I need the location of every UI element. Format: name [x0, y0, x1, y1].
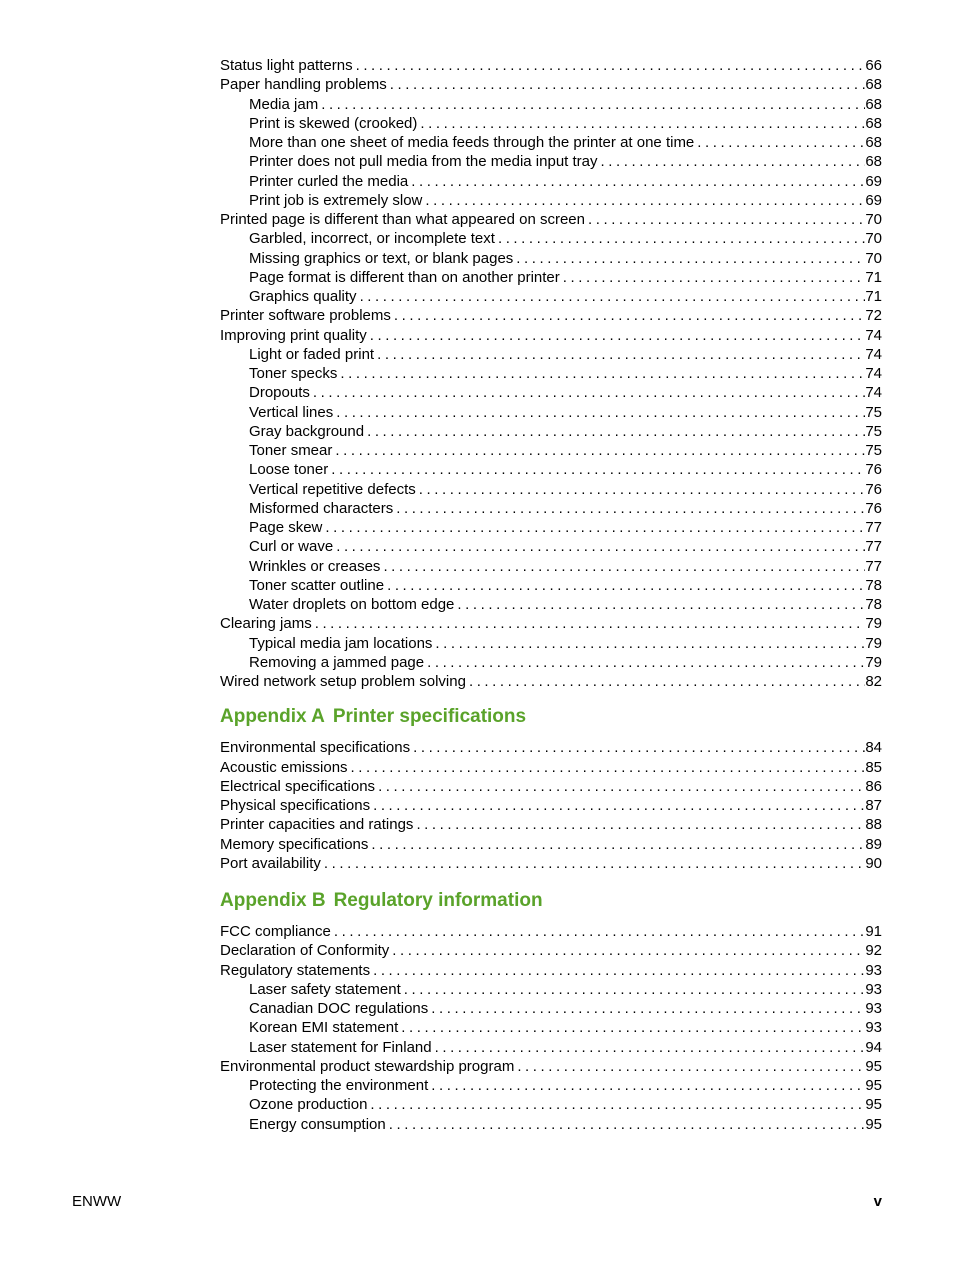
table-of-contents [220, 56, 882, 1134]
toc-subentry[interactable] [220, 653, 882, 672]
toc-entry[interactable] [220, 738, 882, 757]
toc-entry-page-number: 75 [865, 403, 882, 421]
toc-entry-label: Curl or wave [249, 537, 336, 556]
toc-entry-label: Vertical repetitive defects [249, 480, 419, 499]
toc-subentry[interactable] [220, 172, 882, 191]
dot-leader [425, 191, 865, 210]
dot-leader [389, 1115, 866, 1134]
toc-entry-page-number: 93 [865, 961, 882, 979]
toc-entry-label: Toner scatter outline [249, 576, 387, 595]
toc-section-appendix-a [220, 738, 882, 873]
toc-entry-page-number: 93 [865, 1019, 882, 1037]
toc-entry-page-number: 93 [865, 1000, 882, 1017]
toc-entry-label: Declaration of Conformity [220, 941, 392, 960]
toc-entry-label: Printer capacities and ratings [220, 815, 416, 834]
dot-leader [335, 441, 865, 460]
appendix-a-heading[interactable] [220, 705, 882, 729]
toc-entry-page-number: 71 [865, 268, 882, 286]
toc-entry[interactable] [220, 835, 882, 854]
dot-leader [517, 1057, 865, 1076]
toc-entry-page-number: 74 [865, 365, 882, 382]
dot-leader [697, 133, 865, 152]
dot-leader [373, 796, 865, 815]
toc-entry-label: Typical media jam locations [249, 634, 435, 653]
toc-entry-page-number: 79 [865, 634, 882, 652]
toc-entry-label: Port availability [220, 854, 324, 873]
toc-entry-label: Canadian DOC regulations [249, 999, 431, 1018]
toc-subentry[interactable] [220, 1018, 882, 1037]
toc-entry-page-number: 79 [865, 615, 882, 633]
toc-entry-label: FCC compliance [220, 922, 334, 941]
toc-entry-label: Page skew [249, 518, 325, 537]
dot-leader [392, 941, 865, 960]
toc-entry-page-number: 76 [865, 480, 882, 498]
toc-entry-label: Print job is extremely slow [249, 191, 425, 210]
dot-leader [469, 672, 865, 691]
dot-leader [340, 364, 865, 383]
dot-leader [419, 480, 866, 499]
toc-entry[interactable] [220, 796, 882, 815]
toc-entry-label: Paper handling problems [220, 75, 390, 94]
toc-subentry[interactable] [220, 537, 882, 556]
dot-leader [427, 653, 865, 672]
toc-entry-label: Loose toner [249, 460, 331, 479]
toc-entry-page-number: 74 [865, 345, 882, 363]
toc-entry[interactable] [220, 75, 882, 94]
toc-entry-label: Ozone production [249, 1095, 370, 1114]
dot-leader [563, 268, 866, 287]
footer-page-number: v [873, 1193, 882, 1210]
appendix-b-label: Appendix B [220, 890, 326, 911]
dot-leader [351, 758, 866, 777]
toc-entry-page-number: 71 [865, 288, 882, 305]
dot-leader [416, 815, 865, 834]
toc-entry-page-number: 93 [865, 980, 882, 998]
toc-entry-page-number: 68 [865, 114, 882, 132]
toc-subentry[interactable] [220, 229, 882, 248]
dot-leader [390, 75, 866, 94]
toc-entry-page-number: 76 [865, 461, 882, 479]
toc-entry-label: Light or faded print [249, 345, 377, 364]
appendix-a-title: Printer specifications [332, 706, 527, 728]
toc-entry-label: Environmental product stewardship program [220, 1057, 517, 1076]
toc-entry-label: Media jam [249, 95, 321, 114]
toc-subentry[interactable] [220, 1038, 882, 1057]
dot-leader [360, 287, 866, 306]
toc-subentry[interactable] [220, 441, 882, 460]
toc-entry-label: Laser safety statement [249, 980, 404, 999]
dot-leader [370, 1095, 865, 1114]
toc-subentry[interactable] [220, 999, 882, 1018]
toc-entry-page-number: 79 [865, 653, 882, 671]
toc-subentry[interactable] [220, 133, 882, 152]
toc-entry-page-number: 69 [865, 172, 882, 190]
dot-leader [435, 634, 865, 653]
toc-subentry[interactable] [220, 1095, 882, 1114]
toc-entry-label: Status light patterns [220, 56, 356, 75]
toc-subentry[interactable] [220, 557, 882, 576]
toc-subentry[interactable] [220, 422, 882, 441]
toc-entry-page-number: 91 [865, 923, 882, 940]
toc-entry-label: Korean EMI statement [249, 1018, 401, 1037]
dot-leader [356, 56, 866, 75]
appendix-b-title: Regulatory information [333, 890, 543, 911]
toc-entry-page-number: 68 [865, 134, 882, 151]
toc-entry-page-number: 75 [865, 442, 882, 459]
toc-entry[interactable] [220, 56, 882, 75]
toc-entry-label: Environmental specifications [220, 738, 413, 757]
toc-entry-label: Missing graphics or text, or blank pages [249, 249, 516, 268]
dot-leader [498, 229, 865, 248]
toc-entry-page-number: 89 [865, 835, 882, 853]
dot-leader [336, 403, 865, 422]
toc-subentry[interactable] [220, 576, 882, 595]
toc-subentry[interactable] [220, 249, 882, 268]
toc-entry[interactable] [220, 758, 882, 777]
toc-entry[interactable] [220, 306, 882, 325]
toc-entry-label: Physical specifications [220, 796, 373, 815]
dot-leader [371, 835, 865, 854]
toc-entry-page-number: 70 [865, 211, 882, 228]
toc-entry-label: Laser statement for Finland [249, 1038, 435, 1057]
toc-subentry[interactable] [220, 480, 882, 499]
toc-entry-label: Printer curled the media [249, 172, 411, 191]
toc-section-appendix-b [220, 922, 882, 1134]
dot-leader [336, 537, 865, 556]
toc-entry-label: Vertical lines [249, 403, 336, 422]
toc-entry-page-number: 90 [865, 854, 882, 872]
dot-leader [331, 460, 865, 479]
dot-leader [396, 499, 865, 518]
dot-leader [411, 172, 865, 191]
dot-leader [313, 383, 865, 402]
toc-subentry[interactable] [220, 345, 882, 364]
toc-entry-label: Water droplets on bottom edge [249, 595, 457, 614]
toc-subentry[interactable] [220, 364, 882, 383]
toc-entry[interactable] [220, 922, 882, 941]
toc-entry-page-number: 74 [865, 326, 882, 344]
toc-entry-page-number: 92 [865, 942, 882, 960]
toc-entry-label: Memory specifications [220, 835, 371, 854]
toc-entry-page-number: 72 [865, 307, 882, 325]
toc-entry-page-number: 68 [865, 76, 882, 94]
toc-entry-label: Garbled, incorrect, or incomplete text [249, 229, 498, 248]
toc-entry-label: Page format is different than on another printer [249, 268, 563, 287]
dot-leader [315, 614, 866, 633]
toc-entry-page-number: 78 [865, 576, 882, 594]
toc-subentry[interactable] [220, 152, 882, 171]
toc-entry[interactable] [220, 326, 882, 345]
toc-entry-page-number: 95 [865, 1057, 882, 1075]
toc-entry-page-number: 78 [865, 596, 882, 613]
toc-subentry[interactable] [220, 403, 882, 422]
dot-leader [334, 922, 865, 941]
appendix-a-label: Appendix A [220, 706, 325, 728]
dot-leader [516, 249, 865, 268]
toc-entry[interactable] [220, 777, 882, 796]
toc-subentry[interactable] [220, 191, 882, 210]
appendix-b-heading[interactable] [220, 889, 882, 913]
toc-entry-page-number: 77 [865, 538, 882, 556]
toc-entry-page-number: 76 [865, 499, 882, 517]
toc-subentry[interactable] [220, 518, 882, 537]
toc-subentry[interactable] [220, 287, 882, 306]
dot-leader [588, 210, 865, 229]
toc-entry-page-number: 69 [865, 191, 882, 209]
dot-leader [387, 576, 865, 595]
toc-subentry[interactable] [220, 980, 882, 999]
toc-entry-page-number: 95 [865, 1077, 882, 1094]
toc-entry-page-number: 70 [865, 230, 882, 248]
toc-subentry[interactable] [220, 95, 882, 114]
toc-entry-label: Toner smear [249, 441, 335, 460]
toc-entry-label: Print is skewed (crooked) [249, 114, 420, 133]
toc-subentry[interactable] [220, 460, 882, 479]
toc-subentry[interactable] [220, 268, 882, 287]
toc-entry-label: Printer does not pull media from the media input tray [249, 152, 601, 171]
dot-leader [321, 95, 865, 114]
toc-entry-label: Gray background [249, 422, 367, 441]
dot-leader [383, 557, 865, 576]
toc-subentry[interactable] [220, 383, 882, 402]
footer-document-code: ENWW [72, 1193, 122, 1210]
dot-leader [431, 1076, 865, 1095]
dot-leader [325, 518, 865, 537]
toc-entry-label: Misformed characters [249, 499, 396, 518]
dot-leader [367, 422, 865, 441]
toc-subentry[interactable] [220, 634, 882, 653]
toc-entry-label: Printed page is different than what appeared on screen [220, 210, 588, 229]
toc-entry[interactable] [220, 961, 882, 980]
toc-entry[interactable] [220, 941, 882, 960]
toc-subentry[interactable] [220, 114, 882, 133]
toc-subentry[interactable] [220, 1076, 882, 1095]
toc-entry-label: Wrinkles or creases [249, 557, 383, 576]
toc-entry-page-number: 95 [865, 1115, 882, 1133]
toc-entry-label: Dropouts [249, 383, 313, 402]
toc-entry-label: Energy consumption [249, 1115, 389, 1134]
dot-leader [370, 326, 866, 345]
toc-entry-label: Removing a jammed page [249, 653, 427, 672]
toc-entry[interactable] [220, 672, 882, 691]
toc-entry-page-number: 85 [865, 758, 882, 776]
toc-entry-page-number: 87 [865, 797, 882, 814]
toc-entry[interactable] [220, 854, 882, 873]
dot-leader [373, 961, 865, 980]
toc-entry[interactable] [220, 1057, 882, 1076]
dot-leader [420, 114, 865, 133]
dot-leader [394, 306, 865, 325]
toc-entry-label: Clearing jams [220, 614, 315, 633]
toc-entry-label: Electrical specifications [220, 777, 378, 796]
toc-entry-page-number: 66 [865, 57, 882, 74]
toc-entry-label: Toner specks [249, 364, 340, 383]
dot-leader [601, 152, 866, 171]
toc-entry-page-number: 77 [865, 519, 882, 536]
toc-entry-label: Protecting the environment [249, 1076, 431, 1095]
toc-entry-page-number: 95 [865, 1096, 882, 1114]
dot-leader [457, 595, 865, 614]
toc-entry[interactable] [220, 815, 882, 834]
toc-entry-page-number: 70 [865, 249, 882, 267]
dot-leader [377, 345, 865, 364]
toc-entry[interactable] [220, 614, 882, 633]
toc-section-troubleshooting [220, 56, 882, 691]
toc-entry-label: Printer software problems [220, 306, 394, 325]
dot-leader [378, 777, 865, 796]
dot-leader [431, 999, 865, 1018]
toc-entry-page-number: 88 [865, 816, 882, 834]
toc-entry-label: Graphics quality [249, 287, 360, 306]
toc-subentry[interactable] [220, 595, 882, 614]
toc-entry-label: Acoustic emissions [220, 758, 351, 777]
toc-entry-page-number: 77 [865, 557, 882, 575]
toc-entry-page-number: 68 [865, 95, 882, 113]
toc-entry-page-number: 74 [865, 384, 882, 402]
toc-subentry[interactable] [220, 499, 882, 518]
toc-entry-page-number: 84 [865, 739, 882, 757]
toc-entry-label: Regulatory statements [220, 961, 373, 980]
toc-entry-page-number: 68 [865, 153, 882, 171]
toc-entry-page-number: 82 [865, 673, 882, 690]
toc-entry-page-number: 75 [865, 422, 882, 440]
toc-subentry[interactable] [220, 1115, 882, 1134]
toc-entry[interactable] [220, 210, 882, 229]
toc-entry-label: Improving print quality [220, 326, 370, 345]
dot-leader [435, 1038, 866, 1057]
dot-leader [404, 980, 866, 999]
toc-entry-label: Wired network setup problem solving [220, 672, 469, 691]
dot-leader [324, 854, 865, 873]
toc-entry-page-number: 86 [865, 777, 882, 795]
dot-leader [401, 1018, 865, 1037]
dot-leader [413, 738, 865, 757]
toc-entry-page-number: 94 [865, 1038, 882, 1056]
toc-entry-label: More than one sheet of media feeds through the printer at one time [249, 133, 697, 152]
